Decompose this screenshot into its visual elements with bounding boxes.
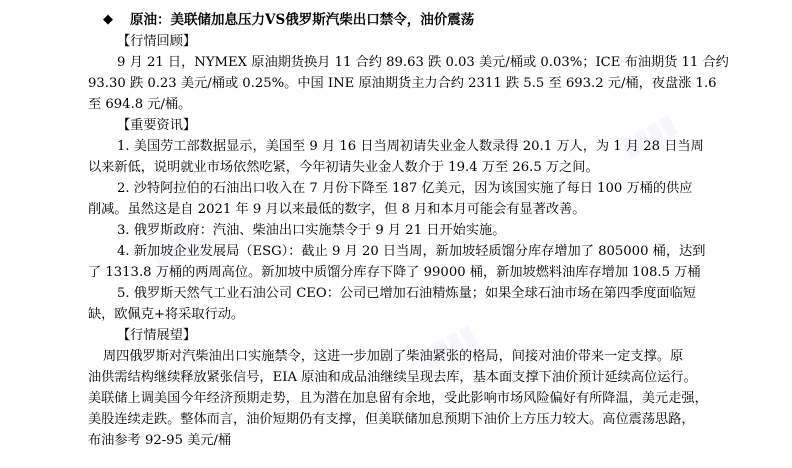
title-bullet-icon: ◆ — [103, 12, 113, 27]
news-line: 了 1313.8 万桶的两周高位。新加坡中质馏分库存下降了 99000 桶，新加坡燃料油库存增加 108.5 万桶 — [88, 265, 701, 280]
watermark: ▮▮▮▮ — [416, 318, 481, 372]
news-heading: 【重要资讯】 — [117, 118, 197, 133]
watermark: ▮▮▮▮ — [146, 218, 211, 272]
review-heading: 【行情回顾】 — [117, 34, 197, 49]
outlook-line: 油供需结构继续释放紧张信号，EIA 原油和成品油继续呈现去库，基本面支撑下油价预计延续高位运行。 — [88, 370, 697, 385]
section-title: 原油：美联储加息压力VS俄罗斯汽柴出口禁令，油价震荡 — [130, 12, 475, 28]
news-line: 3. 俄罗斯政府：汽油、柴油出口实施禁令于 9 月 21 日开始实施。 — [117, 223, 506, 238]
outlook-line: 周四俄罗斯对汽柴油出口实施禁令，这进一步加剧了柴油紧张的格局，间接对油价带来一定支撑。原 — [103, 349, 684, 364]
news-line: 2. 沙特阿拉伯的石油出口收入在 7 月份下降至 187 亿美元，因为该国实施了每日 100 万桶的供应 — [117, 181, 693, 196]
news-line: 1. 美国劳工部数据显示，美国至 9 月 16 日当周初请失业金人数录得 20.1 万人，为 1 月 28 日当周 — [117, 139, 704, 154]
outlook-heading: 【行情展望】 — [117, 328, 197, 343]
outlook-line: 美联储上调美国今年经济预期走势，且为潜在加息留有余地，受此影响市场风险偏好有所降温，美元走强， — [88, 391, 708, 406]
watermark: ▮▮▮▮ — [616, 108, 681, 162]
news-line: 以来新低，说明就业市场依然吃紧，今年初请失业金人数介于 19.4 万至 26.5 万之间。 — [88, 160, 599, 175]
review-line: 至 694.8 元/桶。 — [88, 97, 192, 112]
review-line: 9 月 21 日，NYMEX 原油期货换月 11 合约 89.63 跌 0.03 美元/桶或 0.03%；ICE 布油期货 11 合约 — [117, 55, 729, 70]
outlook-line: 布油参考 92-95 美元/桶 — [88, 433, 232, 448]
review-line: 93.30 跌 0.23 美元/桶或 0.25%。中国 INE 原油期货主力合约 2311 跌 5.5 至 693.2 元/桶，夜盘涨 1.6 — [88, 76, 717, 91]
news-line: 5. 俄罗斯天然气工业石油公司 CEO：公司已增加石油精炼量；如果全球石油市场在第四季度面临短 — [117, 286, 696, 301]
news-line: 4. 新加坡企业发展局（ESG）：截止 9 月 20 日当周，新加坡轻质馏分库存增加了 805000 桶，达到 — [117, 244, 706, 259]
outlook-line: 美股连续走跌。整体而言，油价短期仍有支撑，但美联储加息预期下油价上方压力较大。高位震荡思路， — [88, 412, 695, 427]
news-line: 削减。虽然这是自 2021 年 9 月以来最低的数字，但 8 月和本月可能会有显著改善。 — [88, 202, 586, 217]
news-line: 缺，欧佩克+将采取行动。 — [88, 307, 245, 322]
